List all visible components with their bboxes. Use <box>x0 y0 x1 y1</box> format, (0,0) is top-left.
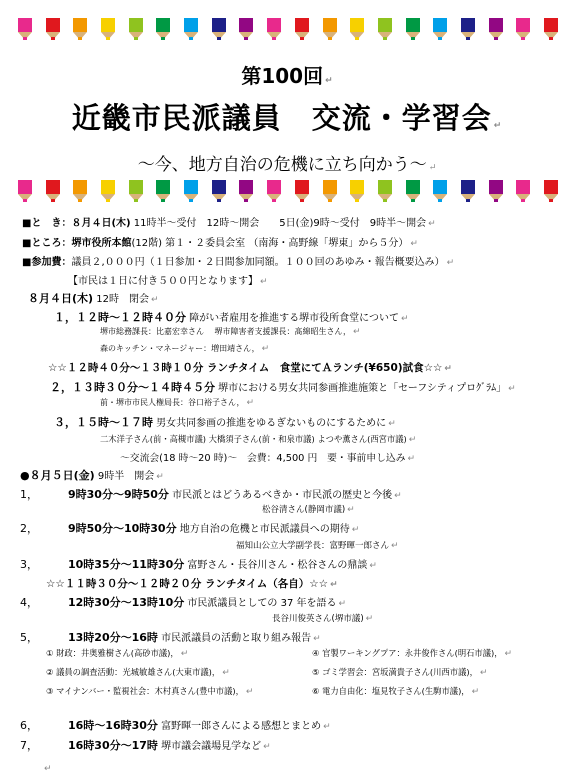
pencil-border-middle <box>18 180 558 202</box>
pencil-icon <box>406 18 420 40</box>
day1-heading: ８月４日(木) 12時 閉会 ↵ <box>28 292 159 305</box>
day2-item7: 7， 16時30分～17時 堺市議会議場見学など ↵ <box>20 739 271 752</box>
pencil-icon <box>461 18 475 40</box>
pencil-icon <box>267 18 281 40</box>
pencil-icon <box>461 180 475 202</box>
pencil-icon <box>101 18 115 40</box>
pencil-icon <box>489 180 503 202</box>
pencil-icon <box>18 18 32 40</box>
info-place: ■ところ：堺市役所本館(12階) 第１・２委員会室 （南海・高野線「堺東」から５分） ↵ <box>22 238 418 249</box>
pencil-icon <box>239 18 253 40</box>
pencil-icon <box>433 18 447 40</box>
day2-item1: 1， 9時30分～9時50分 市民派とはどうあるべきか・市民派の歴史と今後 ↵ <box>20 488 402 501</box>
pencil-icon <box>433 180 447 202</box>
info-date: ■と き：８月４日(木) 11時半～受付 12時～開会 5日(金)9時～受付 9時半～開会 ↵ <box>22 218 436 229</box>
report-item-1: ① 財政：井奥雅樹さん(高砂市議)， ↵ <box>46 648 189 659</box>
pencil-icon <box>73 180 87 202</box>
pencil-icon <box>239 180 253 202</box>
pencil-icon <box>406 180 420 202</box>
pencil-icon <box>129 180 143 202</box>
pencil-icon <box>544 18 558 40</box>
info-place-label: ■ところ：堺市役所本館 <box>22 238 132 249</box>
day1-item2-speakers: 前・堺市市民人権局長：谷口裕子さん， ↵ <box>100 398 255 408</box>
pencil-icon <box>129 18 143 40</box>
report-item-6: ⑥ 電力自由化：塩見牧子さん(生駒市議)， ↵ <box>312 686 480 697</box>
pencil-icon <box>544 180 558 202</box>
pencil-icon <box>350 18 364 40</box>
pencil-icon <box>18 180 32 202</box>
report-item-3: ③ マイナンバー・監視社会：木村真さん(豊中市議)， ↵ <box>46 686 254 697</box>
pencil-icon <box>46 180 60 202</box>
day1-item1-speakers2: 森のキッチン・マネージャー：増田靖さん， ↵ <box>100 344 270 354</box>
info-fee-note: 【市民は１日に付き５００円となります】 ↵ <box>68 276 268 287</box>
day2-item3: 3， 10時35分～11時30分 富野さん・長谷川さん・松谷さんの鼎談 ↵ <box>20 558 377 571</box>
info-fee-label: ■参加費： <box>22 257 72 268</box>
info-date-label: ■と き：８月４日(木) <box>22 218 131 229</box>
pencil-icon <box>350 180 364 202</box>
report-item-5: ⑤ ゴミ学習会：宮坂満貴子さん(川西市議)， ↵ <box>312 667 488 678</box>
pencil-icon <box>378 180 392 202</box>
info-fee: ■参加費：議員２,０００円（１日参加・２日間参加同額。１００回のあゆみ・報告概要込み） ↵ <box>22 257 455 268</box>
info-fee-text: 議員２,０００円（１日参加・２日間参加同額。１００回のあゆみ・報告概要込み） <box>71 257 445 268</box>
day2-item5: 5， 13時20分～16時 市民派議員の活動と取り組み報告 ↵ <box>20 631 321 644</box>
day1-party: ～交流会(18 時～20 時)～ 会費：4,500 円 要・事前申し込み ↵ <box>120 453 416 464</box>
pencil-icon <box>184 180 198 202</box>
pencil-icon <box>295 18 309 40</box>
info-place-text: (12階) 第１・２委員会室 （南海・高野線「堺東」から５分） <box>131 238 409 249</box>
report-item-2: ② 議員の調査活動：光城敏雄さん(大東市議)， ↵ <box>46 667 230 678</box>
day2-item6: 6， 16時～16時30分 富野暉一郎さんによる感想とまとめ ↵ <box>20 719 331 732</box>
page-title: 近畿市民派議員 交流・学習会 ↵ <box>71 101 503 135</box>
day2-item4-speaker: 長谷川俊英さん(堺市議) ↵ <box>272 614 374 624</box>
pencil-icon <box>156 18 170 40</box>
pencil-icon <box>184 18 198 40</box>
day1-lunch: ☆☆１２時４０分～１３時１０分 ランチタイム 食堂にてＡランチ(¥650)試食☆☆ ↵ <box>48 362 452 374</box>
pencil-icon <box>323 18 337 40</box>
pencil-icon <box>516 180 530 202</box>
day1-item1: １，１２時～１２時４０分 障がい者雇用を推進する堺市役所食堂について ↵ <box>54 311 409 324</box>
pencil-icon <box>295 180 309 202</box>
info-date-text: 11時半～受付 12時～開会 5日(金)9時～受付 9時半～開会 <box>130 218 427 229</box>
day2-heading: ●８月５日(金) 9時半 開会 ↵ <box>20 469 164 482</box>
pencil-icon <box>378 18 392 40</box>
pencil-icon <box>73 18 87 40</box>
day1-item1-speakers: 堺市総務課長：比嘉宏幸さん 堺市障害者支援課長：髙綿昭生さん， ↵ <box>100 327 361 337</box>
pencil-icon <box>156 180 170 202</box>
day2-item1-speaker: 松谷清さん(静岡市議) ↵ <box>262 505 355 515</box>
day1-item3-speakers: 二木洋子さん(前・高槻市議) 大橋須子さん(前・和泉市議) よつや薫さん(西宮市議) ↵ <box>100 434 417 445</box>
report-item-4: ④ 官製ワーキングプア：永井俊作さん(明石市議)， ↵ <box>312 648 513 659</box>
day2-item2-speaker: 福知山公立大学副学長：富野暉一郎さん ↵ <box>236 541 399 551</box>
end-paragraph-mark: ↵ <box>44 764 52 774</box>
day2-item2: 2， 9時50分～10時30分 地方自治の危機と市民派議員への期待 ↵ <box>20 522 360 535</box>
pencil-icon <box>101 180 115 202</box>
pencil-border-top <box>18 18 558 40</box>
page-subtitle: ～今、地方自治の危機に立ち向かう～ ↵ <box>137 155 437 175</box>
pencil-icon <box>516 18 530 40</box>
day2-lunch: ☆☆１１時３０分～１２時２０分 ランチタイム（各自）☆☆ ↵ <box>46 578 338 590</box>
pencil-icon <box>212 18 226 40</box>
edition-label: 第100回 ↵ <box>241 64 333 88</box>
pencil-icon <box>267 180 281 202</box>
day1-item3: ３，１５時～１７時 男女共同参画の推進をゆるぎないものにするために ↵ <box>54 416 396 429</box>
pencil-icon <box>323 180 337 202</box>
pencil-icon <box>46 18 60 40</box>
pencil-icon <box>489 18 503 40</box>
day1-item2: ２，１３時３０分～１４時４５分 堺市における男女共同参画推進施策と「セーフシティプロｸﾞﾗﾑ」 ↵ <box>50 381 516 394</box>
day2-item4: 4， 12時30分～13時10分 市民派議員としての 37 年を語る ↵ <box>20 596 347 609</box>
pencil-icon <box>212 180 226 202</box>
